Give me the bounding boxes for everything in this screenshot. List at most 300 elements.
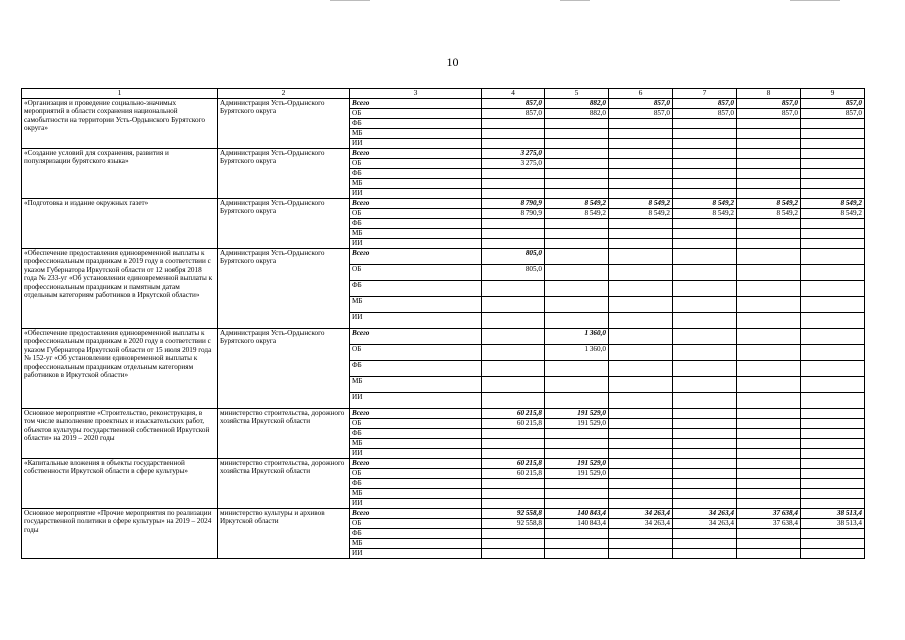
value-cell [737,478,801,488]
value-cell: 191 529,0 [545,408,609,418]
value-cell [545,548,609,558]
funding-source: Всего [350,98,482,108]
funding-source: ОБ [350,418,482,428]
page-number: 10 [446,55,459,69]
value-cell [482,228,545,238]
value-cell [737,188,801,198]
value-cell [609,238,673,248]
value-cell [801,488,865,498]
value-cell [545,448,609,458]
funding-source: Всего [350,148,482,158]
value-cell [673,218,737,228]
value-cell [737,498,801,508]
value-cell [609,138,673,148]
value-cell: 8 549,2 [673,198,737,208]
value-cell: 60 215,8 [482,458,545,468]
value-cell [737,238,801,248]
value-cell [801,178,865,188]
funding-source: ИИ [350,238,482,248]
value-cell [482,478,545,488]
value-cell [609,498,673,508]
value-cell [482,188,545,198]
scan-artifact [330,0,370,1]
value-cell: 37 638,4 [737,518,801,528]
funding-source: ФБ [350,168,482,178]
value-cell [482,296,545,312]
value-cell [545,118,609,128]
value-cell [673,118,737,128]
value-cell [801,478,865,488]
value-cell: 857,0 [482,108,545,118]
funding-source: ОБ [350,208,482,218]
value-cell [545,280,609,296]
value-cell [737,280,801,296]
value-cell [673,392,737,408]
value-cell [482,438,545,448]
value-cell [609,280,673,296]
value-cell [737,118,801,128]
value-cell [737,178,801,188]
value-cell [737,408,801,418]
value-cell [737,328,801,344]
value-cell [737,296,801,312]
value-cell [673,538,737,548]
value-cell [482,498,545,508]
value-cell [737,138,801,148]
value-cell: 8 549,2 [737,198,801,208]
value-cell [801,248,865,264]
value-cell: 191 529,0 [545,418,609,428]
value-cell [673,148,737,158]
value-cell: 857,0 [609,108,673,118]
value-cell [545,428,609,438]
funding-source: ОБ [350,158,482,168]
funding-source: МБ [350,438,482,448]
value-cell [482,280,545,296]
value-cell [737,264,801,280]
value-cell [545,528,609,538]
activity-description: «Подготовка и издание окружных газет» [22,198,218,248]
header-cell: 2 [218,89,350,99]
value-cell [545,238,609,248]
executor-name: Администрация Усть-Ордынского Бурятского округа [218,328,350,408]
value-cell [609,438,673,448]
value-cell [801,118,865,128]
value-cell [609,488,673,498]
value-cell [801,188,865,198]
funding-source: Всего [350,328,482,344]
value-cell [801,428,865,438]
value-cell [801,264,865,280]
value-cell: 1 360,0 [545,344,609,360]
value-cell: 38 513,4 [801,508,865,518]
activity-description: «Обеспечение предоставления единовременной выплаты к профессиональным праздникам в 2019 году в соответствии с указом Губернатора Иркутской области от 12 ноября 2018 года № 233-уг «Об установлении единовременной выплаты к профессиональным праздникам и памятным датам отдельным категориям работников в Иркутской области» [22,248,218,328]
value-cell [673,428,737,438]
value-cell [801,328,865,344]
funding-source: ОБ [350,344,482,360]
value-cell [609,428,673,438]
value-cell [801,458,865,468]
value-cell: 3 275,0 [482,148,545,158]
value-cell [545,138,609,148]
value-cell [609,296,673,312]
value-cell [737,148,801,158]
value-cell [737,218,801,228]
value-cell: 92 558,8 [482,518,545,528]
header-cell: 4 [482,89,545,99]
value-cell: 857,0 [737,108,801,118]
value-cell: 191 529,0 [545,468,609,478]
value-cell [609,178,673,188]
table-row [22,198,865,208]
value-cell [801,238,865,248]
value-cell [482,118,545,128]
value-cell [737,458,801,468]
value-cell [801,218,865,228]
value-cell [609,248,673,264]
budget-table [21,88,865,559]
value-cell [609,118,673,128]
funding-source: МБ [350,538,482,548]
value-cell [673,168,737,178]
funding-source: МБ [350,178,482,188]
value-cell [545,312,609,328]
value-cell [482,238,545,248]
value-cell [482,344,545,360]
value-cell: 857,0 [482,98,545,108]
value-cell [609,188,673,198]
value-cell [545,296,609,312]
value-cell [545,498,609,508]
value-cell [545,488,609,498]
funding-source: ИИ [350,548,482,558]
value-cell [737,548,801,558]
value-cell [545,376,609,392]
funding-source: ОБ [350,518,482,528]
value-cell [737,168,801,178]
value-cell [801,168,865,178]
value-cell [545,128,609,138]
executor-name: министерство строительства, дорожного хозяйства Иркутской области [218,458,350,508]
funding-source: ФБ [350,478,482,488]
value-cell: 8 549,2 [737,208,801,218]
value-cell [482,538,545,548]
value-cell [737,158,801,168]
value-cell [737,228,801,238]
value-cell [737,428,801,438]
value-cell [673,264,737,280]
value-cell [482,488,545,498]
value-cell [545,228,609,238]
value-cell [482,218,545,228]
value-cell: 34 263,4 [673,508,737,518]
value-cell [673,488,737,498]
value-cell [801,158,865,168]
value-cell [673,448,737,458]
table-row [22,458,865,468]
value-cell: 38 513,4 [801,518,865,528]
value-cell [545,178,609,188]
value-cell [801,280,865,296]
value-cell [673,228,737,238]
value-cell [673,408,737,418]
funding-source: ИИ [350,312,482,328]
value-cell [737,376,801,392]
activity-description: «Обеспечение предоставления единовременной выплаты к профессиональным праздникам в 2020 году в соответствии с указом Губернатора Иркутской области от 15 июля 2019 года № 152-уг «Об установлении единовременной выплаты к профессиональным праздникам отдельным категориям работников в Иркутской области» [22,328,218,408]
value-cell: 8 549,2 [673,208,737,218]
value-cell [482,128,545,138]
value-cell [545,264,609,280]
funding-source: ИИ [350,138,482,148]
value-cell [801,138,865,148]
value-cell [801,312,865,328]
value-cell: 1 360,0 [545,328,609,344]
value-cell [737,438,801,448]
value-cell [482,312,545,328]
funding-source: ИИ [350,498,482,508]
header-cell: 1 [22,89,218,99]
value-cell [609,360,673,376]
value-cell [737,488,801,498]
value-cell [801,128,865,138]
funding-source: ФБ [350,118,482,128]
value-cell: 857,0 [737,98,801,108]
value-cell [737,468,801,478]
value-cell [545,188,609,198]
table-body [22,98,865,558]
value-cell: 857,0 [673,108,737,118]
value-cell [609,392,673,408]
header-cell: 7 [673,89,737,99]
value-cell [673,498,737,508]
value-cell [609,158,673,168]
value-cell: 60 215,8 [482,408,545,418]
value-cell: 8 549,2 [609,198,673,208]
value-cell [673,280,737,296]
value-cell [609,478,673,488]
value-cell [801,538,865,548]
value-cell [673,376,737,392]
value-cell [801,228,865,238]
funding-source: Всего [350,408,482,418]
value-cell: 8 549,2 [545,208,609,218]
funding-source: Всего [350,248,482,264]
value-cell [545,438,609,448]
value-cell: 857,0 [609,98,673,108]
value-cell [801,148,865,158]
value-cell [801,468,865,478]
value-cell [482,360,545,376]
value-cell [673,128,737,138]
funding-source: Всего [350,198,482,208]
value-cell [801,296,865,312]
value-cell [801,528,865,538]
value-cell: 191 529,0 [545,458,609,468]
value-cell [482,328,545,344]
value-cell: 8 549,2 [801,208,865,218]
value-cell: 857,0 [673,98,737,108]
value-cell: 34 263,4 [609,508,673,518]
value-cell [737,128,801,138]
value-cell [801,392,865,408]
funding-source: ИИ [350,448,482,458]
value-cell: 60 215,8 [482,418,545,428]
value-cell [673,418,737,428]
value-cell [801,376,865,392]
funding-source: МБ [350,488,482,498]
value-cell [801,548,865,558]
value-cell: 92 558,8 [482,508,545,518]
value-cell [609,458,673,468]
value-cell: 857,0 [801,108,865,118]
value-cell [673,468,737,478]
funding-source: МБ [350,376,482,392]
funding-source: ОБ [350,264,482,280]
value-cell [673,188,737,198]
funding-source: ОБ [350,468,482,478]
value-cell [482,548,545,558]
funding-source: ФБ [350,528,482,538]
value-cell [545,158,609,168]
value-cell [673,478,737,488]
value-cell [737,392,801,408]
value-cell [609,312,673,328]
scan-artifact [790,0,840,1]
value-cell [609,468,673,478]
value-cell [545,538,609,548]
activity-description: Основное мероприятие «Строительство, реконструкция, в том числе выполнение проектных и изыскательских работ, объектов культуры государственной собственной Иркутской области» на 2019 – 2020 годы [22,408,218,458]
activity-description: «Создание условий для сохранения, развития и популяризации бурятского языка» [22,148,218,198]
value-cell [609,264,673,280]
value-cell: 805,0 [482,248,545,264]
value-cell [673,248,737,264]
value-cell [609,228,673,238]
value-cell [673,548,737,558]
value-cell [801,408,865,418]
value-cell [482,168,545,178]
value-cell: 3 275,0 [482,158,545,168]
table-row [22,248,865,264]
value-cell [482,138,545,148]
funding-source: МБ [350,128,482,138]
value-cell [482,448,545,458]
value-cell [609,548,673,558]
value-cell [482,392,545,408]
activity-description: Основное мероприятие «Прочие мероприятия по реализации государственной политики в сфере культуры» на 2019 – 2024 годы [22,508,218,558]
value-cell: 8 549,2 [801,198,865,208]
value-cell [801,418,865,428]
value-cell [737,418,801,428]
value-cell [737,312,801,328]
value-cell: 8 549,2 [609,208,673,218]
value-cell: 882,0 [545,108,609,118]
value-cell [673,238,737,248]
value-cell [673,178,737,188]
table-row [22,328,865,344]
value-cell [482,376,545,392]
value-cell [737,448,801,458]
value-cell [609,538,673,548]
header-row [22,89,865,99]
funding-source: ФБ [350,360,482,376]
value-cell [673,312,737,328]
value-cell [609,328,673,344]
funding-source: МБ [350,228,482,238]
value-cell [801,360,865,376]
value-cell: 34 263,4 [673,518,737,528]
value-cell [737,528,801,538]
value-cell [609,376,673,392]
value-cell [801,498,865,508]
value-cell [545,148,609,158]
header-cell: 5 [545,89,609,99]
value-cell: 140 843,4 [545,518,609,528]
value-cell [545,168,609,178]
value-cell: 8 549,2 [545,198,609,208]
value-cell [609,448,673,458]
funding-source: ОБ [350,108,482,118]
executor-name: министерство культуры и архивов Иркутской области [218,508,350,558]
activity-description: «Организация и проведение социально-значимых мероприятий в области сохранения национальной самобытности на территории Усть-Ордынского Бурятского округа» [22,98,218,148]
value-cell [801,438,865,448]
value-cell [545,360,609,376]
value-cell [737,248,801,264]
value-cell [673,458,737,468]
value-cell [673,360,737,376]
header-cell: 3 [350,89,482,99]
header-cell: 6 [609,89,673,99]
value-cell [609,344,673,360]
value-cell: 8 790,9 [482,208,545,218]
executor-name: Администрация Усть-Ордынского Бурятского округа [218,98,350,148]
value-cell [609,528,673,538]
value-cell [609,218,673,228]
value-cell [673,344,737,360]
value-cell: 857,0 [801,98,865,108]
funding-source: ФБ [350,218,482,228]
value-cell [673,438,737,448]
funding-source: ИИ [350,392,482,408]
value-cell [482,428,545,438]
funding-source: МБ [350,296,482,312]
value-cell [609,418,673,428]
value-cell [673,296,737,312]
value-cell: 8 790,9 [482,198,545,208]
header-cell: 8 [737,89,801,99]
value-cell: 34 263,4 [609,518,673,528]
activity-description: «Капитальные вложения в объекты государственной собственности Иркутской области в сфере культуры» [22,458,218,508]
table-row [22,98,865,108]
value-cell [673,328,737,344]
value-cell [801,448,865,458]
value-cell [673,158,737,168]
executor-name: Администрация Усть-Ордынского Бурятского округа [218,198,350,248]
funding-source: Всего [350,508,482,518]
value-cell [609,408,673,418]
header-cell: 9 [801,89,865,99]
table-row [22,148,865,158]
value-cell [609,168,673,178]
value-cell [545,248,609,264]
funding-source: ФБ [350,280,482,296]
value-cell [482,178,545,188]
value-cell [609,128,673,138]
value-cell [482,528,545,538]
value-cell [737,538,801,548]
table-row [22,508,865,518]
value-cell [673,138,737,148]
value-cell [673,528,737,538]
